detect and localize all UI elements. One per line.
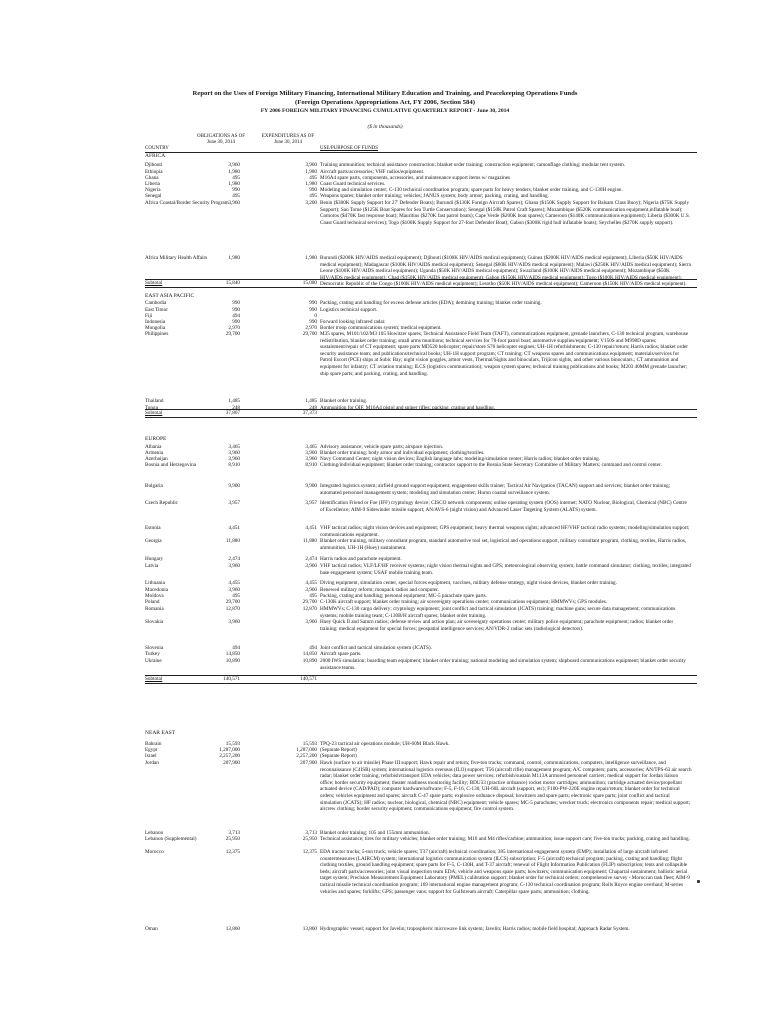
country-cell: Moldova bbox=[145, 593, 164, 599]
purpose-cell: VHF tactical radios; night vision devices and equipment; GPS equipment; heavy thermal weapons sights; advanced HF/VHF tactical radio systems; modeling/simulation support; communications equipment. bbox=[320, 525, 690, 538]
expenditures-cell: 11,880 bbox=[302, 538, 317, 544]
purpose-cell: Technical assistance; tires for military vehicles; blanket order training; M16 and M4 rifles/carbine; ammunition; issue support care; five-ton trucks; packing, crating and handling. bbox=[320, 836, 690, 842]
obligations-cell: 3,960 bbox=[228, 587, 240, 593]
section-africa: AFRICA bbox=[145, 153, 166, 159]
country-cell: Mongolia bbox=[145, 325, 166, 331]
obligations-cell: 13,860 bbox=[225, 926, 240, 932]
expenditures-cell: 990 bbox=[309, 319, 317, 325]
obligations-cell: 3,960 bbox=[228, 450, 240, 456]
report-period: FY 2006 FOREIGN MILITARY FINANCING CUMULATIVE QUARTERLY REPORT - June 30, 2014 bbox=[260, 108, 510, 114]
expenditures-cell: 990 bbox=[309, 300, 317, 306]
subtotal-rule bbox=[145, 417, 697, 418]
expenditures-cell: 4,455 bbox=[305, 580, 317, 586]
country-cell: Tonga bbox=[145, 405, 158, 411]
expenditures-cell: 2,257,200 bbox=[296, 753, 317, 759]
obligations-cell: 10,890 bbox=[225, 658, 240, 664]
purpose-cell: Huey Quick II and Saturn radios; defense review and action plan; air sovereignty operations center; military police equipment; parachute equipment; radios; blanket order training; medical equipment for special forces; geospatial intelligence services; AN/VDR-2 radiac sets (radiological detectors). bbox=[320, 619, 674, 632]
purpose-cell: Blanket order training. bbox=[320, 398, 368, 404]
country-cell: Ethiopia bbox=[145, 169, 163, 175]
report-title: Report on the Uses of Foreign Military Financing, International Military Education and Training, and Peacekeeping Operations Funds bbox=[192, 90, 578, 97]
expenditures-cell: 494 bbox=[309, 645, 317, 651]
purpose-cell: Weapons spares; blanket order training; vehicles; JANUS system; body armor; packing, crating, and handling. bbox=[320, 193, 549, 199]
obligations-cell: 29,700 bbox=[225, 599, 240, 605]
expenditures-cell: 9,900 bbox=[305, 483, 317, 489]
expenditures-cell: 3,960 bbox=[305, 450, 317, 456]
obligations-cell: 12,870 bbox=[225, 606, 240, 612]
country-cell: Turkey bbox=[145, 651, 160, 657]
expenditures-cell: 29,700 bbox=[302, 599, 317, 605]
country-cell: Morocco bbox=[145, 849, 164, 855]
obligations-cell: 494 bbox=[232, 645, 240, 651]
country-cell: Thailand bbox=[145, 398, 164, 404]
obligations-cell: 990 bbox=[232, 300, 240, 306]
expenditures-cell: 1,287,000 bbox=[296, 747, 317, 753]
country-cell: Macedonia bbox=[145, 587, 169, 593]
purpose-cell: (Separate Report) bbox=[320, 753, 357, 759]
expenditures-cell: 15,593 bbox=[302, 741, 317, 747]
country-cell: Ukraine bbox=[145, 658, 162, 664]
purpose-cell: Blanket order training; body armor and individual equipment; clothing/textiles. bbox=[320, 450, 485, 456]
obligations-cell: 1,980 bbox=[228, 169, 240, 175]
obligations-cell: 3,957 bbox=[228, 500, 240, 506]
obligations-cell: 4,451 bbox=[228, 525, 240, 531]
expenditures-cell: 3,960 bbox=[305, 563, 317, 569]
units-note: ($ in thousands) bbox=[367, 124, 403, 130]
obligations-cell: 8,910 bbox=[228, 462, 240, 468]
obligations-cell: 15,593 bbox=[225, 741, 240, 747]
country-cell: Philippines bbox=[145, 331, 169, 337]
country-cell: Subtotal bbox=[145, 410, 163, 416]
obligations-cell: 3,960 bbox=[228, 456, 240, 462]
expenditures-cell: 8,910 bbox=[305, 462, 317, 468]
obligations-cell: 140,571 bbox=[223, 676, 240, 682]
country-header: COUNTRY bbox=[145, 146, 169, 151]
obligations-cell: 3,960 bbox=[228, 563, 240, 569]
country-cell: Latvia bbox=[145, 563, 159, 569]
obligations-cell: 3,960 bbox=[228, 619, 240, 625]
expenditures-cell: 140,571 bbox=[300, 676, 317, 682]
obligations-cell: 1,980 bbox=[228, 255, 240, 261]
country-cell: East Timor bbox=[145, 307, 168, 313]
purpose-cell: TPQ-23 tactical air operations module; UH-60M Black Hawk. bbox=[320, 741, 450, 747]
obligations-cell: 1,485 bbox=[228, 398, 240, 404]
obligations-cell: 990 bbox=[232, 307, 240, 313]
obligations-cell: 207,900 bbox=[223, 760, 240, 766]
purpose-cell: Renewed military reform; moupack radios and computer. bbox=[320, 587, 439, 593]
obligations-cell: 2,474 bbox=[228, 556, 240, 562]
obligations-header: OBLIGATIONS AS OF June 30, 2014 bbox=[196, 134, 246, 145]
purpose-cell: Border troop communications system; medical equipment. bbox=[320, 325, 442, 331]
purpose-cell: Blanket order training, military consultant program, standard automotive tool set, logistical and operations support, military consultant program, clothing, textiles, Harris radios, ammunition, UH-1H (Huey) sustainment. bbox=[320, 538, 687, 551]
expenditures-cell: 0 bbox=[314, 313, 317, 319]
country-cell: Slovenia bbox=[145, 645, 164, 651]
country-cell: Czech Republic bbox=[145, 500, 178, 506]
expenditures-cell: 25,950 bbox=[302, 836, 317, 842]
country-cell: Fiji bbox=[145, 313, 153, 319]
obligations-cell: 4,455 bbox=[228, 580, 240, 586]
expenditures-cell: 3,960 bbox=[305, 456, 317, 462]
expenditures-cell: 495 bbox=[309, 175, 317, 181]
purpose-cell: Ammunition for OIF, M16A4 pistol and sniper rifles; packing, crating and handling. bbox=[320, 405, 496, 411]
country-cell: Cambodia bbox=[145, 300, 167, 306]
purpose-cell: Coast Guard technical services. bbox=[320, 181, 386, 187]
purpose-cell: VHF tactical radios; VLF/LF/HF receiver systems; night vision thermal sights and GPS; meteorological observing system; battle command simulator; clothing, textiles; integrated base engagement system; USAF mobile training team. bbox=[320, 563, 691, 576]
obligations-cell: 3,960 bbox=[228, 200, 240, 206]
scan-mark bbox=[697, 880, 700, 883]
country-cell: Georgia bbox=[145, 538, 162, 544]
obligations-cell: 990 bbox=[232, 319, 240, 325]
subtotal-rule bbox=[145, 287, 697, 288]
purpose-cell: Aircraft parts/accessories; VHF radios/equipment. bbox=[320, 169, 425, 175]
country-cell: Indonesia bbox=[145, 319, 166, 325]
obligations-cell: 15,840 bbox=[225, 280, 240, 286]
purpose-cell: Joint conflict and tactical simulation system (JCATS). bbox=[320, 645, 432, 651]
purpose-cell: Integrated logistics system; airfield ground support equipment; engagement skills trainer; Tactical Air Navigation (TACAN) support and services; blanket order training; automated personnel management system; modeling and simulation center; Huron coastal surveillance system. bbox=[320, 483, 671, 496]
header-rule bbox=[145, 152, 697, 153]
expenditures-cell: 2,474 bbox=[305, 556, 317, 562]
obligations-cell: 29,700 bbox=[225, 331, 240, 337]
country-cell: Senegal bbox=[145, 193, 162, 199]
expenditures-cell: 495 bbox=[309, 193, 317, 199]
obligations-cell: 25,950 bbox=[225, 836, 240, 842]
obligations-cell: 1,287,000 bbox=[219, 747, 240, 753]
purpose-cell: Hawk (surface to air missile) Phase III support; Hawk repair and return; five-ton trucks; command, control, communications, computers, intelligence surveillance, and reconnaissance (C4ISR) system; international logistics overseas (ILO) support; T56 (aircraft rifle) management program; A/C computers; parts, accessories; AN/TPS-63 air search radar; blanket order training; refurbish/transport EDA vehicles; data power services; refurbish/sustain M113A armored personnel carriers; medical support for Jordan liaison office; border security equipment; theater readiness monitoring facility; BDU33 (practice ordnance) rocket motor cartridges; ammunition; cartridge actuated device/propellant actuated device (CAD/PAD); computer hardware/software; F-5, F-16, C-130, UH-60L aircraft (support, etc); F100-PW-220E engine repair/return; blanket order for technical orders; vehicles equipment and spares; aircraft C-47 spare parts; explosive ordnance disposal; howitzers and spare parts; electronic spare parts; joint conflict and tactical simulation (JCATS); HF radios; nuclear, biological, chemical (NBC) equipment; vehicle spares; MC-5 parachutes; wrecker truck; electronics components repair; medical support; aircrew clothing; border security equipment; communications equipment; fire control system. bbox=[320, 760, 692, 813]
country-cell: Bahrain bbox=[145, 741, 162, 747]
obligations-cell: 9,900 bbox=[228, 483, 240, 489]
obligations-cell: 12,375 bbox=[225, 849, 240, 855]
purpose-cell: 2000 IWS simulation; boarding team equipment; blanket order training; national modeling and simulation system; shipboard communications equipment; blanket order security assistance teams. bbox=[320, 658, 686, 671]
use-purpose-header: USE/PURPOSE OF FUNDS bbox=[320, 146, 379, 151]
expenditures-cell: 1,980 bbox=[305, 255, 317, 261]
country-cell: Subtotal bbox=[145, 676, 163, 682]
obligations-cell: 495 bbox=[232, 175, 240, 181]
country-cell: Subtotal bbox=[145, 280, 163, 286]
obligations-cell: 248 bbox=[232, 405, 240, 411]
country-cell: Oman bbox=[145, 926, 158, 932]
obligations-cell: 2,970 bbox=[228, 325, 240, 331]
purpose-cell: M35 spares, M101/102/M3 105 Howitzer spares, Technical Assistance Field Team (TAFT), communications equipment, grenade launchers, C-130 technical program, warehouse redistribution, blanket order training; small arms munitions; technical services for 78-foot patrol boat; automotive supplies/equipment; V150S and M998D spares; sustainment/repair of CT equipment; spare parts MD520 helicopter; repair/store S76 helicopter engines; UH-1H refurbishments; C-130 repair/return; Harris radios; blanket order security assistance team; and publications/technical books; UH-1H support program; CT training; CT weapons spares and communications equipment; materials/services for Patrol Escort (PCE) ships at Subic Bay; night vision goggles, armor vests, Thermal/Sights and binoculars, Trijicon sights, and other various binoculars.; CT ammunition and equipment for infantry; CT aviation training; ILCS (logistics communication); weapon system spares; technical training publications and books; M203 40MM grenade launcher; ship spare parts; and packing, crating, and handling. bbox=[320, 331, 689, 377]
obligations-cell: 3,713 bbox=[228, 830, 240, 836]
country-cell: Bosnia and Herzegovina bbox=[145, 462, 196, 468]
expenditures-cell: 3,200 bbox=[305, 200, 317, 206]
obligations-cell: 3,465 bbox=[228, 444, 240, 450]
obligations-cell: 495 bbox=[232, 593, 240, 599]
country-cell: Ghana bbox=[145, 175, 159, 181]
expenditures-cell: 29,700 bbox=[302, 331, 317, 337]
country-cell: Albania bbox=[145, 444, 162, 450]
country-cell: Liberia bbox=[145, 181, 160, 187]
expenditures-cell: 3,713 bbox=[305, 830, 317, 836]
purpose-cell: Clothing/individual equipment; blanket order training; contractor support to the Bosnia State Secretary Committee of Military Matters; command and control center. bbox=[320, 462, 662, 468]
expenditures-cell: 3,960 bbox=[305, 587, 317, 593]
expenditures-cell: 207,900 bbox=[300, 760, 317, 766]
country-cell: Slovakia bbox=[145, 619, 164, 625]
purpose-cell: Blanket order training; 105 and 155mm ammunition. bbox=[320, 830, 430, 836]
purpose-cell: Diving equipment, simulation center, special forces equipment, vaccines, military defense strategy, night vision devices, blanket order training. bbox=[320, 580, 617, 586]
section-east-asia-pacific: EAST ASIA PACIFIC bbox=[145, 293, 195, 299]
country-cell: Lebanon bbox=[145, 830, 164, 836]
purpose-cell: Aircraft spare parts. bbox=[320, 651, 362, 657]
obligations-cell: 14,850 bbox=[225, 651, 240, 657]
expenditures-cell: 4,451 bbox=[305, 525, 317, 531]
expenditures-cell: 3,960 bbox=[305, 162, 317, 168]
country-cell: Jordan bbox=[145, 760, 159, 766]
expenditures-cell: 3,465 bbox=[305, 444, 317, 450]
obligations-cell: 37,867 bbox=[225, 410, 240, 416]
expenditures-cell: 15,080 bbox=[302, 280, 317, 286]
subtotal-rule bbox=[145, 683, 697, 684]
country-cell: Africa Military Health Affairs bbox=[145, 255, 208, 261]
purpose-cell: HMMWVs; C-130 cargo delivery; cryptology equipment; joint conflict and tactical simulation (JCATS) training; machine guns; secure data management; communications systems; mobile training team; C-130B/H aircraft spares; blanket order training. bbox=[320, 606, 676, 619]
country-cell: Estonia bbox=[145, 525, 161, 531]
obligations-cell: 494 bbox=[232, 313, 240, 319]
expenditures-cell: 1,980 bbox=[305, 169, 317, 175]
expenditures-cell: 37,373 bbox=[302, 410, 317, 416]
section-europe: EUROPE bbox=[145, 436, 167, 442]
purpose-cell: Forward looking infrared radar. bbox=[320, 319, 386, 325]
subtotal-rule bbox=[145, 675, 697, 676]
expenditures-cell: 3,957 bbox=[305, 500, 317, 506]
purpose-cell: Packing, crating and handling; personal equipment; MC-5 parachute spare parts. bbox=[320, 593, 487, 599]
country-cell: Africa Coastal/Border Security Program bbox=[145, 200, 229, 206]
section-near-east: NEAR EAST bbox=[145, 730, 176, 736]
purpose-cell: Training ammunition; technical assistance construction; blanket order training; construction equipment; camouflage clothing; modular tent system. bbox=[320, 162, 626, 168]
expenditures-cell: 495 bbox=[309, 593, 317, 599]
purpose-cell: Modeling and simulation center; C-130 technical coordination program; spare parts for heavy tenders, blanket order training, and C-130H engine. bbox=[320, 187, 623, 193]
expenditures-cell: 248 bbox=[309, 405, 317, 411]
country-cell: Egypt bbox=[145, 747, 158, 753]
country-cell: Lithuania bbox=[145, 580, 165, 586]
subtotal-rule bbox=[145, 409, 697, 410]
purpose-cell: Identification Friend or Foe (IFF) cryptology device; CISCO network components; online operating system (OOS) internet; NATO Nuclear, Biological, Chemical (NBC) Centre of Excellence; AIM-9 Sidewinder missile support; AN/AVS-6 (night vision) and Advanced Laser Targeting System (ALATS) system. bbox=[320, 500, 687, 513]
purpose-cell: C-130K aircraft support; blanket order training; air sovereignty operations center; communications equipment; HMMWVs; GPS modules. bbox=[320, 599, 608, 605]
expenditures-cell: 12,375 bbox=[302, 849, 317, 855]
expenditures-cell: 990 bbox=[309, 307, 317, 313]
expenditures-cell: 1,980 bbox=[305, 181, 317, 187]
purpose-cell: M16A4 spare parts, components, accessories, and maintenance support items w/ magazines bbox=[320, 175, 511, 181]
expenditures-cell: 3,960 bbox=[305, 619, 317, 625]
obligations-cell: 2,257,200 bbox=[219, 753, 240, 759]
obligations-cell: 990 bbox=[232, 187, 240, 193]
country-cell: Poland bbox=[145, 599, 160, 605]
expenditures-header: EXPENDITURES AS OF June 30, 2014 bbox=[261, 134, 315, 145]
country-cell: Armenia bbox=[145, 450, 164, 456]
expenditures-cell: 13,860 bbox=[302, 926, 317, 932]
expenditures-cell: 1,485 bbox=[305, 398, 317, 404]
expenditures-cell: 14,850 bbox=[302, 651, 317, 657]
expenditures-cell: 10,890 bbox=[302, 658, 317, 664]
country-cell: Israel bbox=[145, 753, 157, 759]
country-cell: Azerbaijan bbox=[145, 456, 168, 462]
purpose-cell: Navy Command Center; night vision devices; English language labs; modeling/simulation center; Harris radios; blanket order training. bbox=[320, 456, 601, 462]
obligations-cell: 11,880 bbox=[225, 538, 240, 544]
purpose-cell: (Separate Report) bbox=[320, 747, 357, 753]
purpose-cell: Benin ($300K Supply Support for 27' Defender Boats); Burundi ($130K Foreign Aircraft Spares); Ghana ($150K Supply Support for Balsam Class Buoy); Nigeria ($75K Supply Support); Sao Tome ($125K Boat Spares for Sea Turtle Conservation); Senegal ($150K Patrol Craft Spares); Mozambique ($520K communication equipment,inflatable boat); Comoros ($470K fast response boat); Mauritius ($270K fast patrol boats); Cape Verde ($200K boat spares); Cameroon ($140K communications equipment); Liberia ($300K U.S. Coast Guard technical services); Togo ($100K Supply Support for 27-foot Defender Boat); Gabon ($300K rigid hull inflatable boats); Seychelles ($270K supply support). bbox=[320, 200, 691, 226]
purpose-cell: Burundi ($200K HIV/AIDS medical equipment); Djibouti ($100K HIV/AIDS medical equipment); Guinea ($200K HIV/AIDS medical equipment); Liberia ($50K HIV/AIDS medical equipment); Madagascar ($100K HIV/AIDS medical equipment); Senegal ($60K HIV/AIDS medical equipment); Malawi ($250K HIV/AIDS medical equipment); Sierra Leone ($100K HIV/AIDS medical equipment); Uganda ($50K HIV/AIDS medical equipment); Swaziland ($100K HIV/AIDS medical equipment); Mozambique ($50K HIV/AIDS medical equipment); Chad ($150K HIV/AIDS medical equipment); Gabon ($150K HIV/AIDS medical equipment); Togo ($100K HIV/AIDS medical equipment); Democratic Republic of the Congo ($100K HIV/AIDS medical equipment); Lesotho ($50K HIV/AIDS medical equipment); Cameroon ($150K HIV/AIDS medical equipment). bbox=[320, 255, 691, 288]
country-cell: Djibouti bbox=[145, 162, 163, 168]
purpose-cell: Logistics technical support. bbox=[320, 307, 378, 313]
obligations-cell: 3,960 bbox=[228, 162, 240, 168]
report-subtitle: (Foreign Operations Appropriations Act, FY 2006, Section 584) bbox=[295, 99, 475, 106]
purpose-cell: Advisory assistance; vehicle spare parts; airspace injection. bbox=[320, 444, 444, 450]
subtotal-rule bbox=[145, 279, 697, 280]
country-cell: Lebanon (Supplemental) bbox=[145, 836, 197, 842]
expenditures-cell: 2,970 bbox=[305, 325, 317, 331]
country-cell: Nigeria bbox=[145, 187, 161, 193]
expenditures-cell: 990 bbox=[309, 187, 317, 193]
purpose-cell: Harris radios and parachute equipment. bbox=[320, 556, 402, 562]
country-cell: Hungary bbox=[145, 556, 164, 562]
purpose-cell: EDA tractor trucks; 5-ton truck; vehicle spares; T37 (aircraft) technical coordination; 385 international engagement system (EMP); installation of large aircraft infrared countermeasures (LAIRCM) system; international logistics communication system (ILCS) subscription; F-5 (aircraft) technical program; packing, crating and handling; flight clothing textiles, ground handling equipment; spare parts for F-5, C-130H, and T-37 aircraft; renewal of Flight Information Publication (FLIP) subscription; tents and collapsible beds; aircraft parts/accessories; joint visual inspection team EDA; vehicle and weapons spare parts; howitzers; communication equipment; Chaparral sustainment; ballistic aerial target system; Precision Measurement Equipment Laboratory (PMEL) calibration support; blanket order for technical orders; comprehensive survey - Moroccan task fleet; AIM-9 tactical missile technical coordination program; 169 international engine management program; C-130 technical coordination program; Rolls Royce engine overhaul; M-series vehicles and spares; forklifts; GPS; passenger vans; support for Gulfstream aircraft; Caterpillar spare parts; ammunition; clothing. bbox=[320, 849, 690, 895]
purpose-cell: Packing, crating and handling for excess defense articles (EDA); demining training; blanket order training. bbox=[320, 300, 542, 306]
expenditures-cell: 12,870 bbox=[302, 606, 317, 612]
purpose-cell: Hydrographic vessel; support for Javelin; tropospheric microwave link system; Javelin; Harris radios; mobile field hospital; Approach Radar System. bbox=[320, 926, 630, 932]
obligations-cell: 495 bbox=[232, 193, 240, 199]
obligations-cell: 1,980 bbox=[228, 181, 240, 187]
country-cell: Romania bbox=[145, 606, 164, 612]
country-cell: Bulgaria bbox=[145, 483, 163, 489]
